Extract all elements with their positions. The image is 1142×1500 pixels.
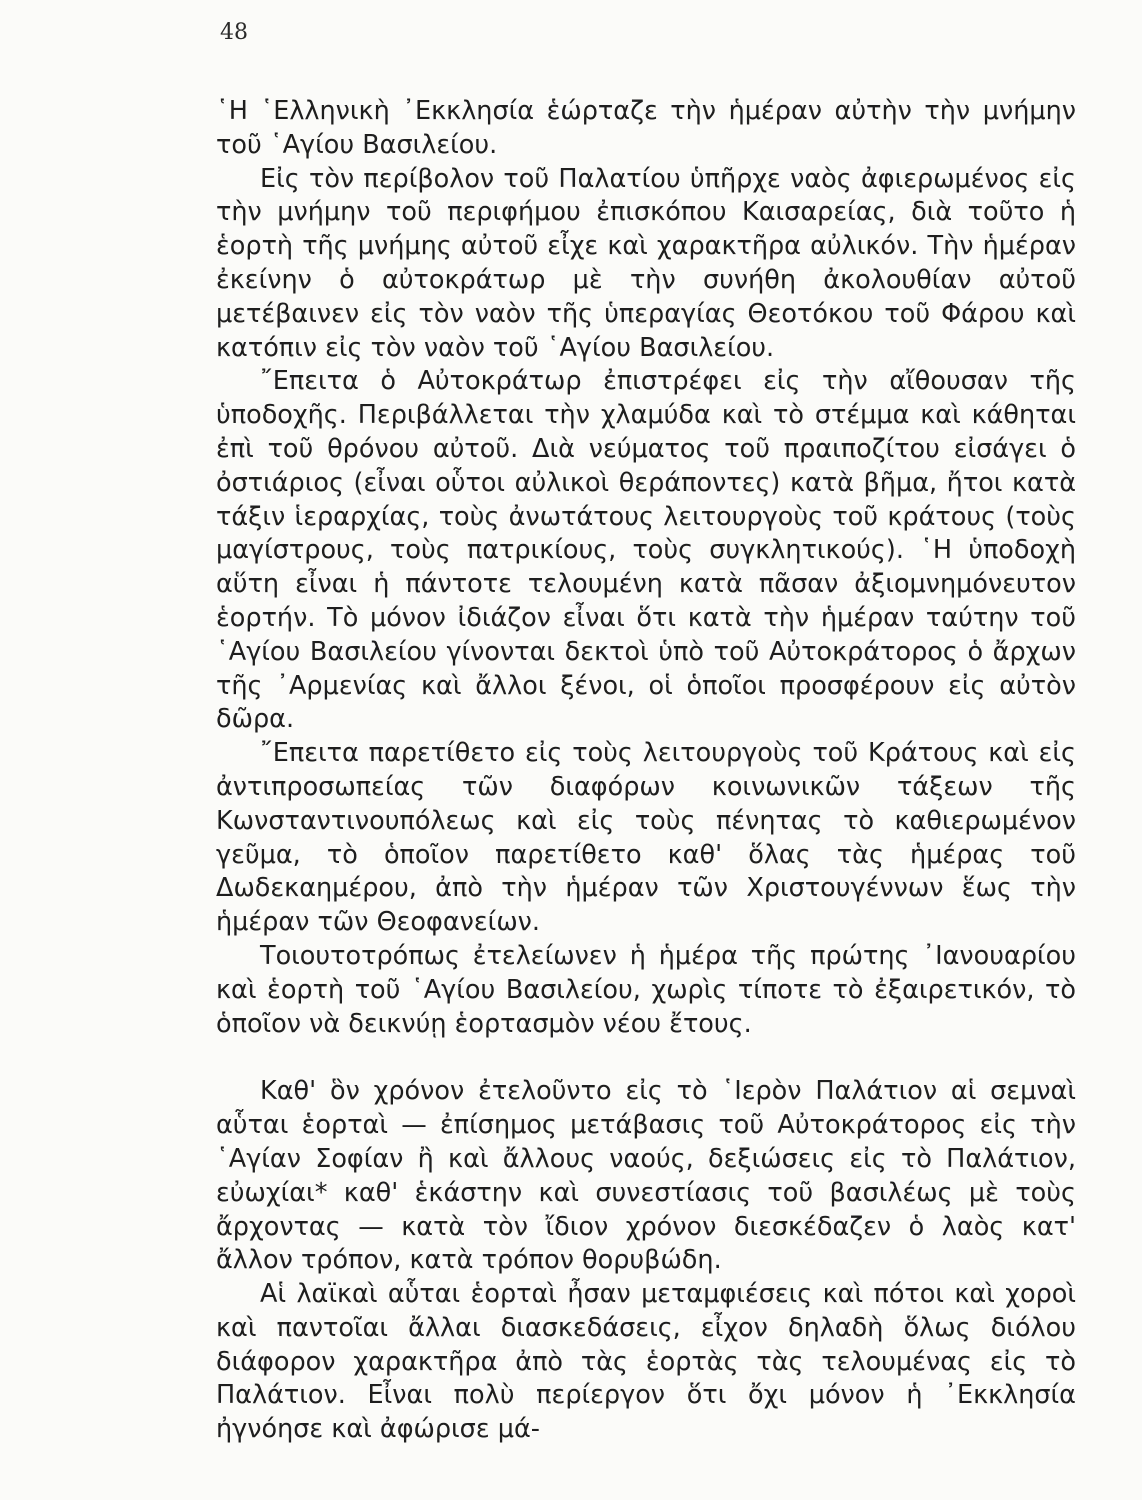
paragraph-7: Αἱ λαϊκαὶ αὗται ἑορταὶ ἦσαν μεταμφιέσεις καὶ πότοι καὶ χοροὶ καὶ παντοῖαι ἄλλαι διασκεδάσεις, εἶχον δηλαδὴ ὅλως διόλου διάφορον χαρακτῆρα ἀπὸ τὰς ἑορτὰς τὰς τελουμένας εἰς τὸ Παλάτιον. Εἶναι πολὺ περίεργον ὅτι ὄχι μόνον ἡ ᾿Εκκλησία ἠγνόησε καὶ ἀφώρισε μά- xyxy=(216,1279,1076,1445)
paragraph-5: Τοιουτοτρόπως ἐτελείωνεν ἡ ἡμέρα τῆς πρώτης ᾿Ιανουαρίου καὶ ἑορτὴ τοῦ ῾Αγίου Βασιλείου, χωρὶς τίποτε τὸ ἐξαιρετικόν, τὸ ὁποῖον νὰ δεικνύῃ ἑορτασμὸν νέου ἔτους. xyxy=(216,940,1076,1039)
paragraph-4: ῎Επειτα παρετίθετο εἰς τοὺς λειτουργοὺς τοῦ Κράτους καὶ εἰς ἀντιπροσωπείας τῶν διαφόρων κοινωνικῶν τάξεων τῆς Κωνσταντινουπόλεως καὶ εἰς τοὺς πένητας τὸ καθιερωμένον γεῦμα, τὸ ὁποῖον παρετίθετο καθ' ὅλας τὰς ἡμέρας τοῦ Δωδεκαημέρου, ἀπὸ τὴν ἡμέραν τῶν Χριστουγέννων ἕως τὴν ἡμέραν τῶν Θεοφανείων. xyxy=(216,738,1076,938)
paragraph-3: ῎Επειτα ὁ Αὐτοκράτωρ ἐπιστρέφει εἰς τὴν αἴθουσαν τῆς ὑποδοχῆς. Περιβάλλεται τὴν χλαμύδα καὶ τὸ στέμμα καὶ κάθηται ἐπὶ τοῦ θρόνου αὐτοῦ. Διὰ νεύματος τοῦ πραιποζίτου εἰσάγει ὁ ὀστιάριος (εἶναι οὗτοι αὐλικοὶ θεράποντες) κατὰ βῆμα, ἤτοι κατὰ τάξιν ἱεραρχίας, τοὺς ἀνωτάτους λειτουργοὺς τοῦ κράτους (τοὺς μαγίστρους, τοὺς πατρικίους, τοὺς συγκλητικούς). ῾Η ὑποδοχὴ αὕτη εἶναι ἡ πάντοτε τελουμένη κατὰ πᾶσαν ἀξιομνημόνευτον ἑορτήν. Τὸ μόνον ἰδιάζον εἶναι ὅτι κατὰ τὴν ἡμέραν ταύτην τοῦ ῾Αγίου Βασιλείου γίνονται δεκτοὶ ὑπὸ τοῦ Αὐτοκράτορος ὁ ἄρχων τῆς ᾿Αρμενίας καὶ ἄλλοι ξένοι, οἱ ὁποῖοι προσφέρουν εἰς αὐτὸν δῶρα. xyxy=(216,366,1076,735)
text-body xyxy=(216,95,1076,1447)
paragraph-1: ῾Η ῾Ελληνικὴ ᾿Εκκλησία ἑώρταζε τὴν ἡμέραν αὐτὴν τὴν μνήμην τοῦ ῾Αγίου Βασιλείου. xyxy=(216,96,1076,160)
paragraph-6: Καθ' ὃν χρόνον ἐτελοῦντο εἰς τὸ ῾Ιερὸν Παλάτιον αἱ σεμναὶ αὗται ἑορταὶ — ἐπίσημος μετάβασις τοῦ Αὐτοκράτορος εἰς τὴν ῾Αγίαν Σοφίαν ἢ καὶ ἄλλους ναούς, δεξιώσεις εἰς τὸ Παλάτιον, εὐωχίαι* καθ' ἑκάστην καὶ συνεστίασις τοῦ βασιλέως μὲ τοὺς ἄρχοντας — κατὰ τὸν ἴδιον χρόνον διεσκέδαζεν ὁ λαὸς κατ' ἄλλον τρόπον, κατὰ τρόπον θορυβώδη. xyxy=(216,1076,1076,1276)
paragraph-2: Εἰς τὸν περίβολον τοῦ Παλατίου ὑπῆρχε ναὸς ἀφιερωμένος εἰς τὴν μνήμην τοῦ περιφήμου ἐπισκόπου Καισαρείας, διὰ τοῦτο ἡ ἑορτὴ τῆς μνήμης αὐτοῦ εἶχε καὶ χαρακτῆρα αὐλικόν. Τὴν ἡμέραν ἐκείνην ὁ αὐτοκράτωρ μὲ τὴν συνήθη ἀκολουθίαν αὐτοῦ μετέβαινεν εἰς τὸν ναὸν τῆς ὑπεραγίας Θεοτόκου τοῦ Φάρου καὶ κατόπιν εἰς τὸν ναὸν τοῦ ῾Αγίου Βασιλείου. xyxy=(216,163,1076,363)
page-number: 48 xyxy=(220,20,248,45)
